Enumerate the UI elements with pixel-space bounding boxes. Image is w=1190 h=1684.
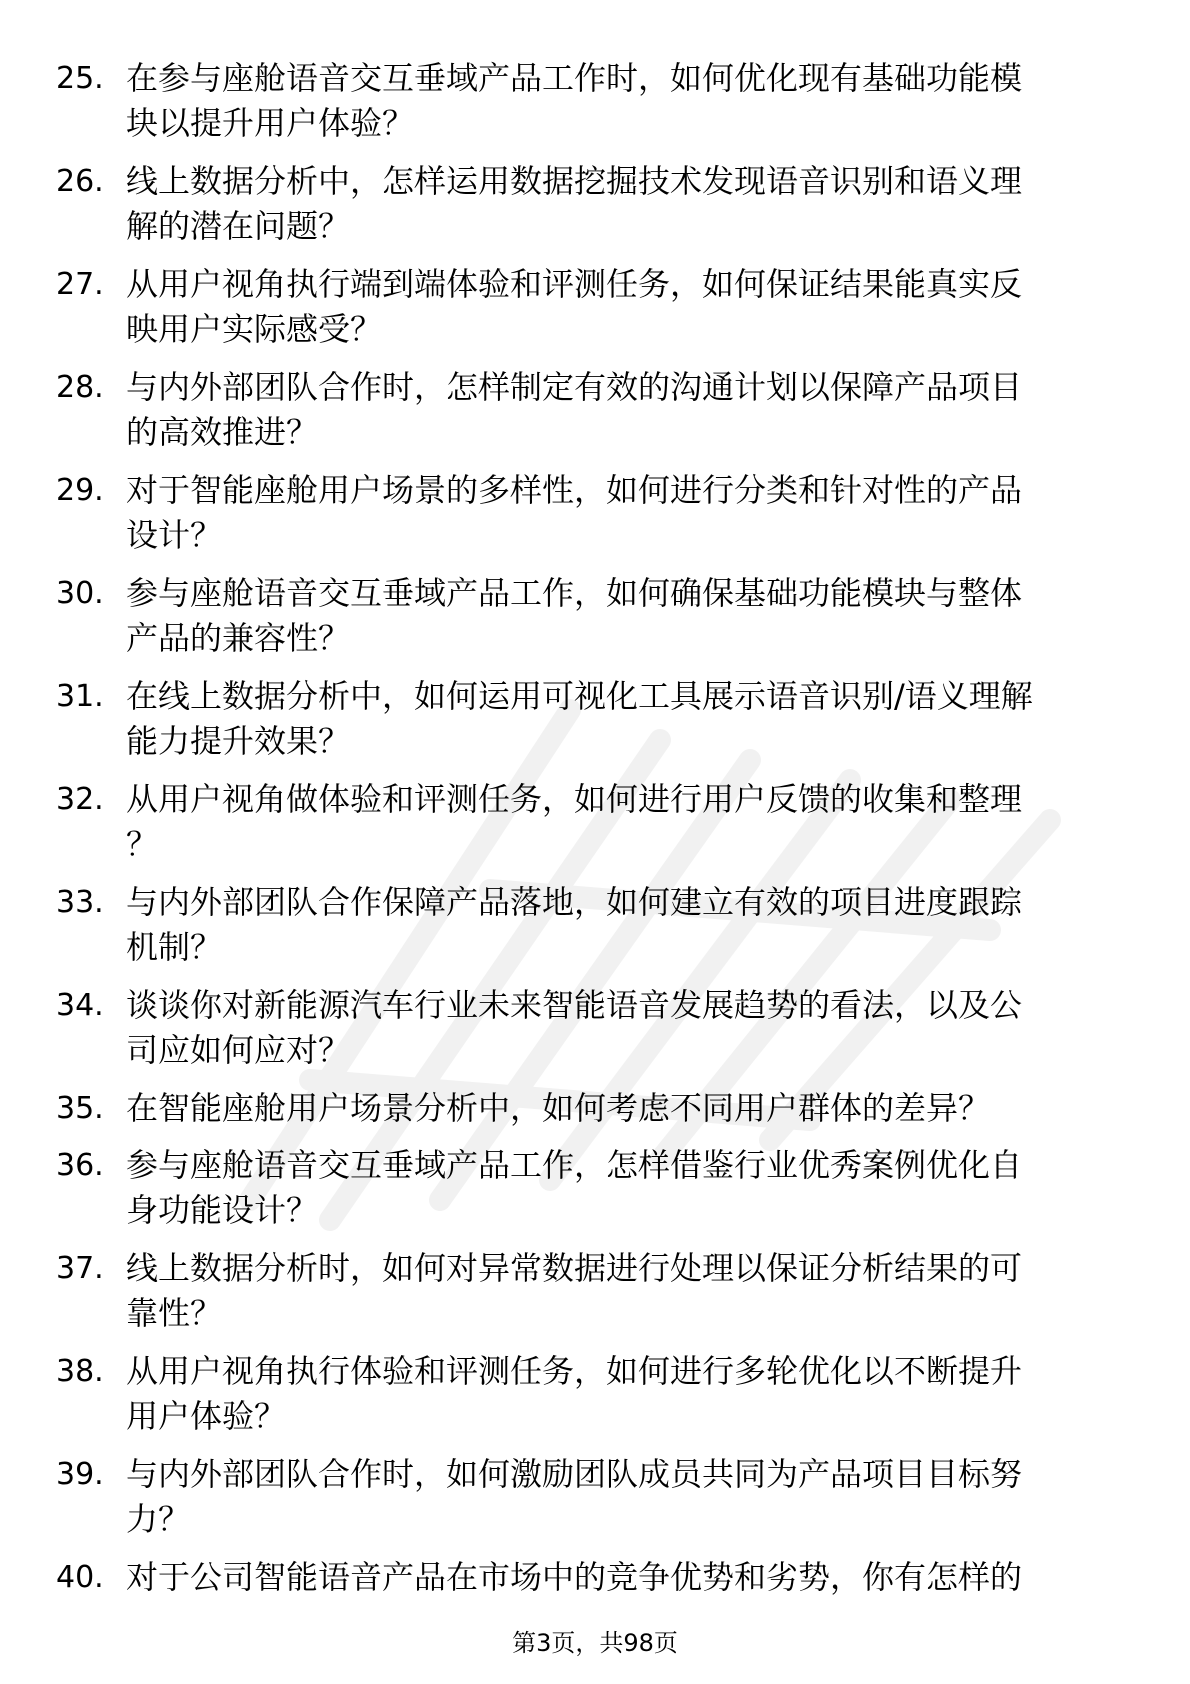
question-text: 在参与座舱语音交互垂域产品工作时，如何优化现有基础功能模 块以提升用户体验？ [126,59,1023,142]
question-text: 对于公司智能语音产品在市场中的竞争优势和劣势，你有怎样的 [126,1558,1023,1596]
question-number: 34. [56,988,104,1023]
question-text: 与内外部团队合作时，怎样制定有效的沟通计划以保障产品项目 的高效推进？ [126,368,1023,451]
question-text: 在智能座舱用户场景分析中，如何考虑不同用户群体的差异？ [126,1089,991,1127]
question-text: 与内外部团队合作保障产品落地，如何建立有效的项目进度跟踪 机制？ [126,883,1023,966]
question-item [0,1343,1190,1446]
question-item [0,1137,1190,1240]
question-number: 33. [56,885,104,920]
question-number: 27. [56,267,104,302]
question-number: 26. [56,164,104,199]
question-text: 从用户视角执行体验和评测任务，如何进行多轮优化以不断提升 用户体验？ [126,1352,1023,1435]
question-number: 40. [56,1560,104,1595]
question-number: 38. [56,1354,104,1389]
question-item [0,359,1190,462]
question-number: 28. [56,370,104,405]
question-item [0,1080,1190,1137]
question-list [0,50,1190,1606]
page-footer: 第3页，共98页 [512,1629,678,1657]
question-number: 35. [56,1091,104,1126]
question-number: 39. [56,1457,104,1492]
question-text: 谈谈你对新能源汽车行业未来智能语音发展趋势的看法，以及公 司应如何应对？ [126,986,1023,1069]
question-text: 从用户视角做体验和评测任务，如何进行用户反馈的收集和整理 ？ [126,780,1023,863]
question-text: 在线上数据分析中，如何运用可视化工具展示语音识别/语义理解 能力提升效果？ [126,677,1033,760]
question-text: 从用户视角执行端到端体验和评测任务，如何保证结果能真实反 映用户实际感受？ [126,265,1023,348]
question-text: 线上数据分析时，如何对异常数据进行处理以保证分析结果的可 靠性？ [126,1249,1023,1332]
question-item [0,771,1190,874]
question-item [0,1549,1190,1606]
question-text: 线上数据分析中，怎样运用数据挖掘技术发现语音识别和语义理 解的潜在问题？ [126,162,1023,245]
question-item [0,565,1190,668]
question-item [0,153,1190,256]
question-number: 31. [56,679,104,714]
question-item [0,462,1190,565]
question-item [0,1446,1190,1549]
question-text: 参与座舱语音交互垂域产品工作，怎样借鉴行业优秀案例优化自 身功能设计？ [126,1146,1023,1229]
question-text: 对于智能座舱用户场景的多样性，如何进行分类和针对性的产品 设计？ [126,471,1023,554]
question-number: 29. [56,473,104,508]
question-item [0,1240,1190,1343]
question-number: 32. [56,782,104,817]
question-item [0,668,1190,771]
question-item [0,256,1190,359]
question-item [0,977,1190,1080]
question-number: 37. [56,1251,104,1286]
question-number: 36. [56,1148,104,1183]
question-item [0,874,1190,977]
question-text: 与内外部团队合作时，如何激励团队成员共同为产品项目目标努 力？ [126,1455,1023,1538]
question-number: 25. [56,61,104,96]
question-number: 30. [56,576,104,611]
question-text: 参与座舱语音交互垂域产品工作，如何确保基础功能模块与整体 产品的兼容性？ [126,574,1023,657]
question-item [0,50,1190,153]
